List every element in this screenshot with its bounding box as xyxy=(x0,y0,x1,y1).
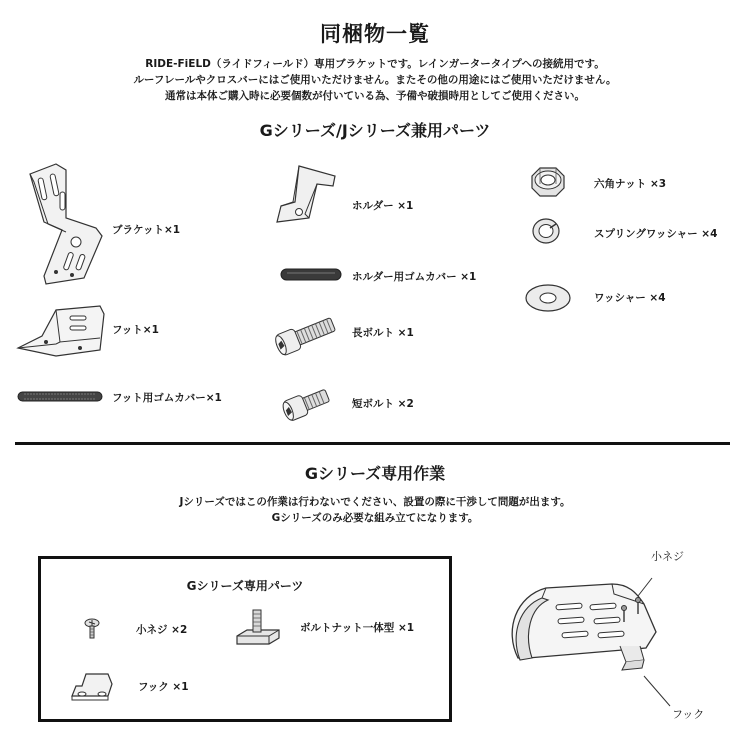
g-series-parts-title: Gシリーズ専用パーツ xyxy=(186,579,304,593)
foot-rubber-cover-label: フット用ゴムカバー×1 xyxy=(112,392,222,404)
hook-label: フック ×1 xyxy=(138,681,189,693)
assembly-diagram xyxy=(494,560,734,730)
section-divider xyxy=(15,442,730,445)
intro-line-3: 通常は本体ご購入時に必要個数が付いている為、予備や破損時用としてご使用ください。 xyxy=(165,90,585,102)
small-screw-image xyxy=(84,618,100,640)
long-bolt-image xyxy=(273,310,339,360)
bolt-nut-image xyxy=(235,608,281,648)
page-title: 同梱物一覧 xyxy=(320,22,430,46)
washer-image xyxy=(524,283,572,313)
section-title-common-parts: Gシリーズ/Jシリーズ兼用パーツ xyxy=(259,121,491,140)
intro-line-2: ルーフレールやクロスバーにはご使用いただけません。またその他の用途にはご使用いただけません。 xyxy=(133,74,617,86)
intro-line-1: RIDE-FiELD（ライドフィールド）専用ブラケットです。レインガータータイプへの接続用です。 xyxy=(145,58,605,70)
hook-image xyxy=(68,668,114,704)
bracket-label: ブラケット×1 xyxy=(112,224,181,236)
small-screw-label: 小ネジ ×2 xyxy=(136,624,188,636)
spring-washer-image xyxy=(530,216,562,246)
g-series-notice xyxy=(0,494,750,526)
short-bolt-label: 短ボルト ×2 xyxy=(352,398,414,410)
holder-label: ホルダー ×1 xyxy=(352,200,414,212)
short-bolt-image xyxy=(281,382,333,426)
holder-rubber-cover-label: ホルダー用ゴムカバー ×1 xyxy=(352,271,477,283)
bolt-nut-label: ボルトナット一体型 ×1 xyxy=(300,622,415,634)
diagram-label-small-screw: 小ネジ xyxy=(651,550,684,563)
holder-image xyxy=(273,162,339,226)
intro-text xyxy=(0,56,750,104)
spring-washer-label: スプリングワッシャー ×4 xyxy=(594,228,718,240)
washer-label: ワッシャー ×4 xyxy=(594,292,666,304)
hex-nut-image xyxy=(526,166,570,198)
foot-label: フット×1 xyxy=(112,324,159,336)
long-bolt-label: 長ボルト ×1 xyxy=(352,327,414,339)
diagram-label-hook: フック xyxy=(672,708,705,721)
hex-nut-label: 六角ナット ×3 xyxy=(594,178,667,190)
foot-image xyxy=(16,298,104,360)
foot-rubber-cover-image xyxy=(18,391,102,403)
section-title-g-series-work: Gシリーズ専用作業 xyxy=(304,464,446,483)
holder-rubber-cover-image xyxy=(281,268,341,282)
bracket-image xyxy=(22,160,102,285)
g-series-notice-line-2: Gシリーズのみ必要な組み立てになります。 xyxy=(271,512,479,524)
g-series-notice-line-1: Jシリーズではこの作業は行わないでください、設置の際に干渉して問題が出ます。 xyxy=(179,496,571,508)
